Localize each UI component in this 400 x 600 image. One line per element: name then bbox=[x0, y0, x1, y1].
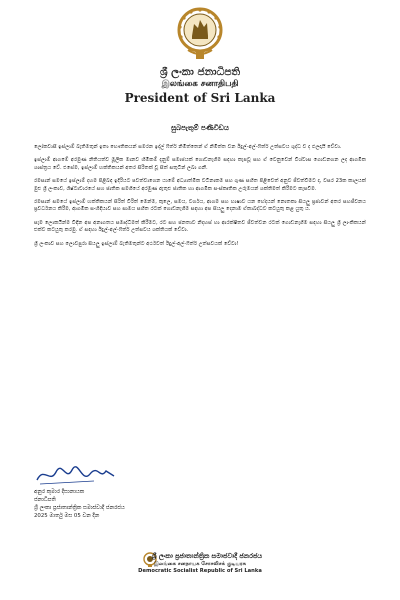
title-tamil: இலங்கை சனாதிபதி bbox=[161, 79, 239, 89]
letterhead-titles bbox=[0, 66, 400, 106]
letterhead-footer bbox=[0, 552, 400, 575]
message-body bbox=[34, 144, 366, 254]
footer-country-english: Democratic Socialist Republic of Sri Lanka bbox=[138, 568, 262, 574]
signatory-name: අනුර කුමාර දිසානායක bbox=[34, 489, 85, 495]
footer-country-tamil: இலங்கை சனநாயக சோசலிசக் குடியரசு bbox=[153, 561, 247, 567]
title-english: President of Sri Lanka bbox=[124, 91, 276, 105]
paragraph: ඉස්ලාම් ආගමේ අරමුණ නිතියත්ව මූලික මානව හිමිකම් දැනුම් සමාජයක් ගොඩනැගීම සඳහා කැපවූ සහ ඒ වෙනුවෙන් විශ්වාස ගොඩනගන ලද ආගමික ශාස්ත්‍රය වේ. එසේම, ඉස්ලාම් භක්තිකයන් අතර සිරිතක් වූ සිත් සතුටින් ලබා ගනී. bbox=[34, 157, 366, 171]
handwritten-signature bbox=[34, 462, 120, 488]
paragraph: ශ්‍රී ලංකාව සහ ලොවපුරා සියලු ඉස්ලාම් බැතිමතුන්ට අර්ථවත් ඊදුල්-අල්-ෆිත්ර් උත්සවයක් වේවා! bbox=[34, 240, 239, 247]
paragraph: රමසාන් සමයේ ඉස්ලාම් භක්තිකයන් සිරිත් විරිත් මෙන්ම, කුලෙ, සමය, වර්ගය, ආගම සහ භාෂාව යන භේදයන් නොතකා සියලු ප්‍රජාවන් අතර සහජීවනය ප්‍රවර්ධනය කිරීම, ආගමික සංහිඳියාව සහ සාමය සහිත රටක් ගොඩනැගීම සඳහා අප සියලු දෙනාම ඒකාබද්ධව කටයුතු කළ යුතු ය. bbox=[34, 199, 366, 213]
signatory-title: ජනාධිපති bbox=[34, 497, 56, 503]
signature-block bbox=[34, 462, 194, 520]
title-sinhala: ශ්‍රී ලංකා ජනාධිපති bbox=[160, 66, 240, 78]
letter-date: 2025 මාර්තු මස 05 වන දින bbox=[34, 513, 100, 519]
document-heading: සුබපැතුම් පණිවිඩය bbox=[171, 124, 229, 132]
paragraph: සැම ලොකයින්ම විඳින අප අනාගතය සමෘද්ධිමත් කිරීමට, රට සහ ජනතාව නිදහස් හා ආරක්ෂිතව ජීවත්වන රටක් ගොඩනැගීම සඳහා සියලු ශ්‍රී ලාංකිකයන් එක්ව කටයුතු කරමු. ඒ සඳහා ඊදුල්-අල්-ෆිත්ර් උත්සවය ශක්තියක් වේවා. bbox=[34, 219, 366, 234]
paragraph: රමසාන් සමයේ ඉස්ලාම් දහම පිළිබඳ ඉදිරියට පවත්වාගෙන යාමේ අධ්‍යාත්මික වටිනාකම සහ ගුණ සහිත පිළිවෙත් අනුව ජීවත්වීමට ද, වසර 23ක කාලයක් මුළු ශ්‍රී ලංකාව, ශිෂ්ටාචාරයේ සහ ජාතික සමගියේ අරමුණ ඇතුළු ජාතික හා ආගමික සංස්කෘතික උරුමයන් ශක්තිමත් කිරීමට කැපවීම. bbox=[34, 178, 366, 192]
paragraph: ලෝකවාසී ඉස්ලාම් බැතිමතුන් ඉතා භෞතිකයන් සමරන ඉද්ල් ෆිත්ර් නිමිත්තෙන් ඒ නිමිත්ත වන ඊදුල්-අල්-ෆිත්ර් උත්සවය ශුද්ධ ව ද ඵලදායී වේවා. bbox=[34, 144, 342, 150]
footer-country-sinhala: ශ්‍රී ලංකා ප්‍රජාතාන්ත්‍රික සමාජවාදී ජනරජය bbox=[151, 552, 263, 560]
state-emblem-icon bbox=[176, 6, 224, 62]
signatory-office: ශ්‍රී ලංකා ප්‍රජාතාන්ත්‍රික සමාජවාදී ජනරජය bbox=[34, 505, 125, 511]
